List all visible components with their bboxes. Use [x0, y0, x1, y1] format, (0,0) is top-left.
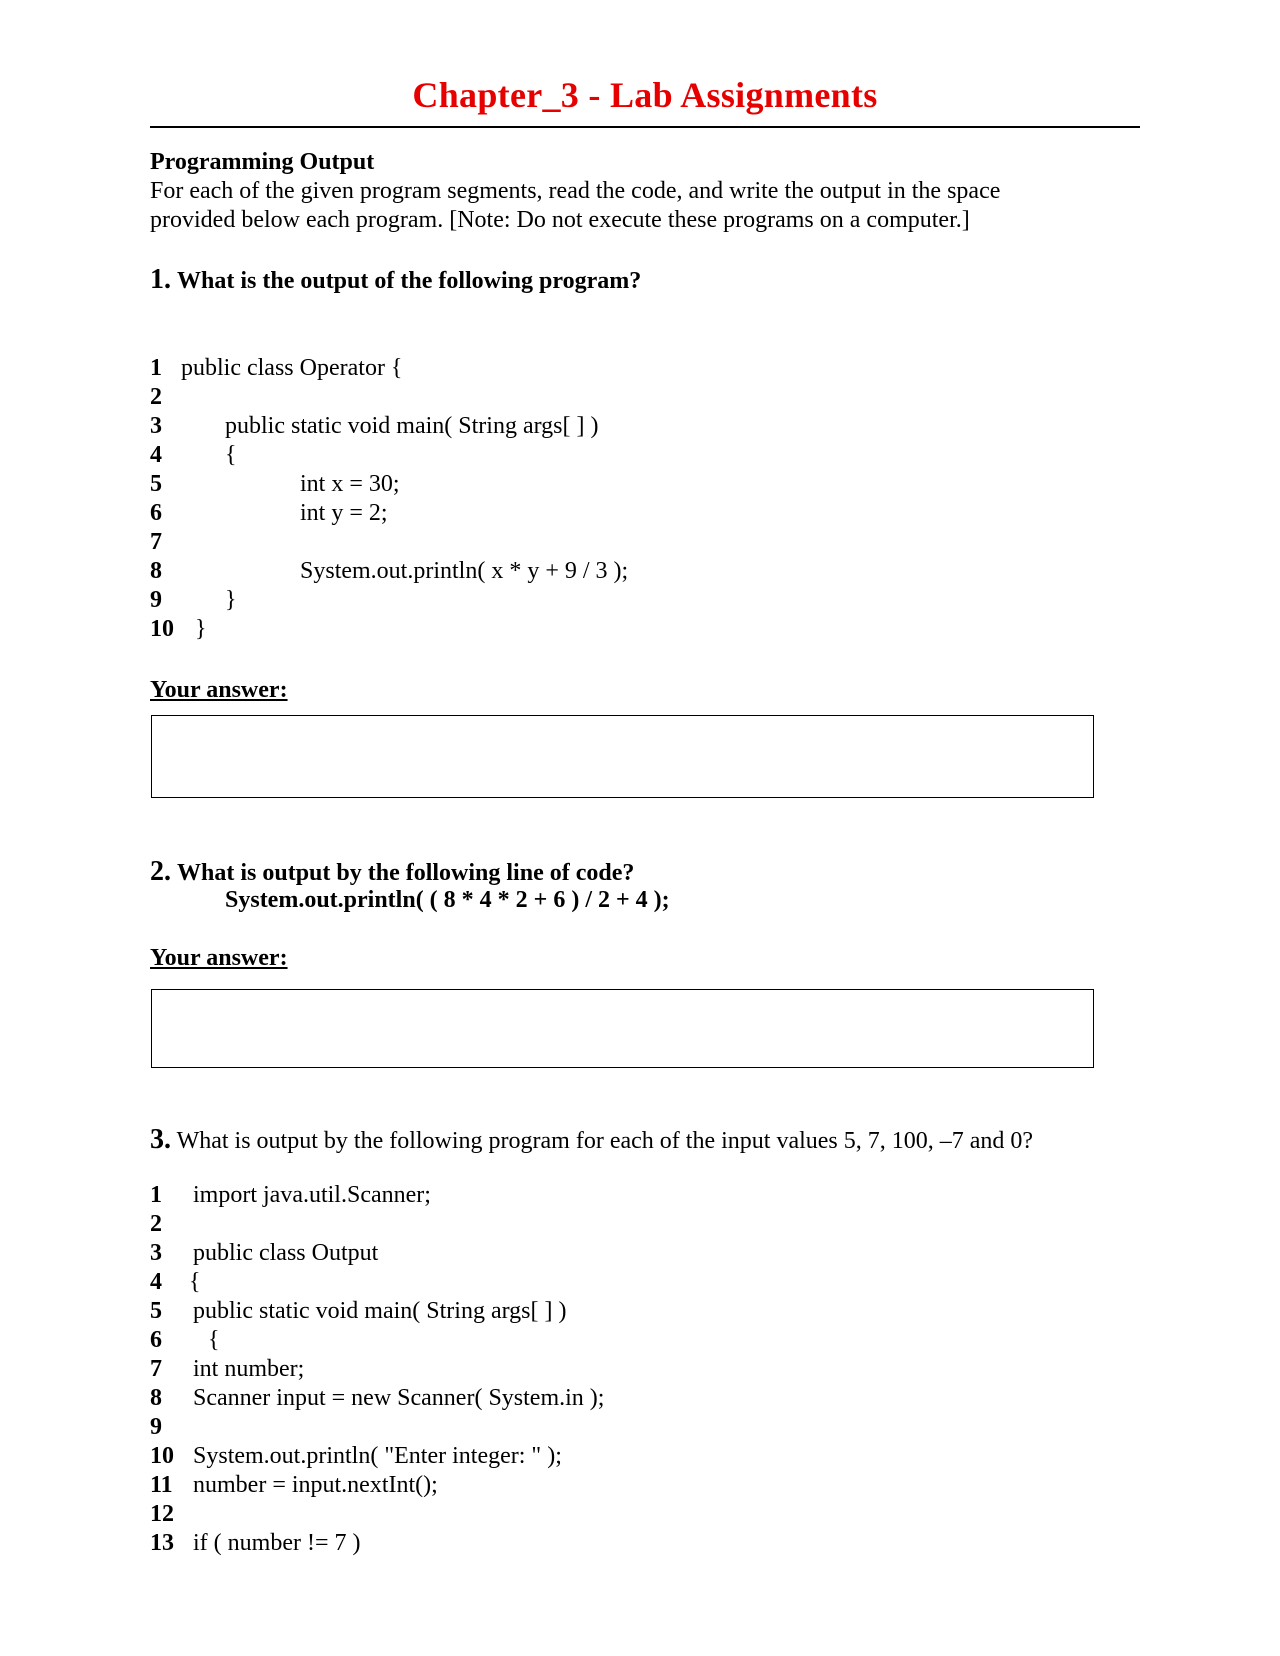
code-text: }	[195, 616, 207, 642]
question-2-number: 2.	[150, 856, 171, 887]
line-number: 2	[150, 1211, 162, 1237]
code-text: System.out.println( x * y + 9 / 3 );	[300, 558, 629, 584]
question-2-text: What is output by the following line of code?	[177, 860, 635, 886]
line-number: 7	[150, 529, 162, 555]
question-3	[150, 1125, 1033, 1156]
line-number: 9	[150, 587, 162, 613]
line-number: 9	[150, 1414, 162, 1440]
code-text: if ( number != 7 )	[193, 1530, 361, 1556]
line-number: 10	[150, 616, 174, 642]
code-text: number = input.nextInt();	[193, 1472, 438, 1498]
line-number: 12	[150, 1501, 174, 1527]
question-3-number: 3.	[150, 1124, 171, 1155]
code-text: int x = 30;	[300, 471, 400, 497]
code-text: import java.util.Scanner;	[193, 1182, 431, 1208]
line-number: 2	[150, 384, 162, 410]
line-number: 1	[150, 355, 162, 381]
intro-line-2: provided below each program. [Note: Do not execute these programs on a computer.]	[150, 207, 970, 233]
title-divider	[150, 126, 1140, 128]
line-number: 8	[150, 558, 162, 584]
line-number: 11	[150, 1472, 173, 1498]
question-1-number: 1.	[150, 264, 171, 295]
line-number: 4	[150, 1269, 162, 1295]
line-number: 3	[150, 1240, 162, 1266]
line-number: 8	[150, 1385, 162, 1411]
code-text: Scanner input = new Scanner( System.in );	[193, 1385, 605, 1411]
code-text: int number;	[193, 1356, 305, 1382]
intro-line-1: For each of the given program segments, read the code, and write the output in the space	[150, 178, 1001, 204]
code-text: int y = 2;	[300, 500, 388, 526]
question-3-text: What is output by the following program for each of the input values 5, 7, 100, –7 and 0?	[176, 1128, 1034, 1154]
line-number: 4	[150, 442, 162, 468]
question-2	[150, 857, 634, 888]
line-number: 5	[150, 1298, 162, 1324]
section-heading: Programming Output	[150, 149, 375, 175]
code-text: }	[225, 587, 237, 613]
code-text: public class Output	[193, 1240, 379, 1266]
code-text: public static void main( String args[ ] )	[225, 413, 599, 439]
code-text: public class Operator {	[181, 355, 403, 381]
answer-label-1: Your answer:	[150, 677, 288, 703]
code-text: System.out.println( "Enter integer: " );	[193, 1443, 562, 1469]
line-number: 1	[150, 1182, 162, 1208]
line-number: 7	[150, 1356, 162, 1382]
line-number: 5	[150, 471, 162, 497]
code-text: {	[189, 1269, 201, 1295]
page-title: Chapter_3 - Lab Assignments	[412, 75, 878, 115]
code-text: {	[225, 442, 237, 468]
line-number: 10	[150, 1443, 174, 1469]
question-1	[150, 265, 641, 296]
line-number: 6	[150, 1327, 162, 1353]
answer-box-1[interactable]	[151, 715, 1094, 798]
answer-box-2[interactable]	[151, 989, 1094, 1068]
line-number: 3	[150, 413, 162, 439]
code-text: {	[208, 1327, 220, 1353]
question-2-code: System.out.println( ( 8 * 4 * 2 + 6 ) / 2 + 4 );	[225, 887, 670, 913]
line-number: 6	[150, 500, 162, 526]
question-1-text: What is the output of the following program?	[177, 268, 642, 294]
code-text: public static void main( String args[ ] )	[193, 1298, 567, 1324]
line-number: 13	[150, 1530, 174, 1556]
answer-label-2: Your answer:	[150, 945, 288, 971]
